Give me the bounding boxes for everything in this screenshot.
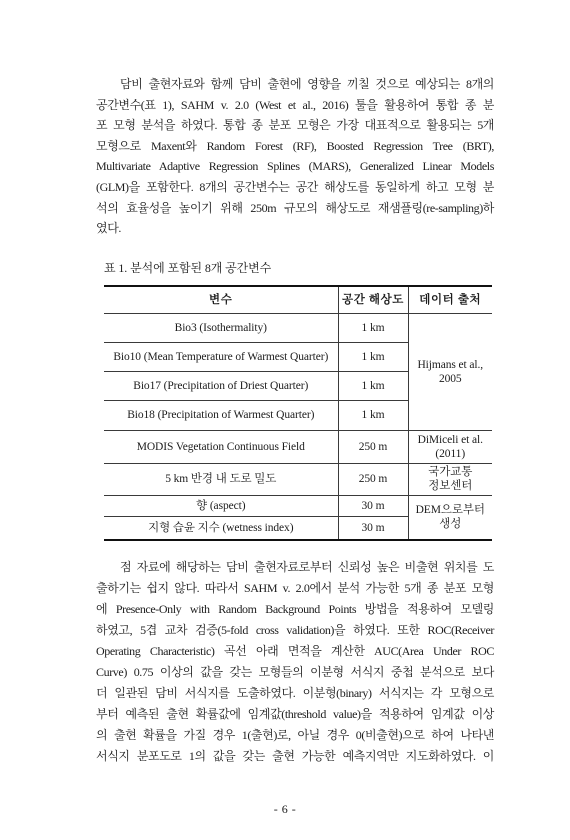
body-paragraph-2 (96, 557, 494, 767)
table-header-row (104, 286, 492, 313)
table-row (104, 495, 492, 516)
source-line: 2005 (438, 372, 462, 385)
paragraph-line: 하였고, 5겹 교차 검증(5-fold cross validation)을 하였다. 또한 ROC(Receiver (96, 623, 494, 637)
paragraph-line: Curve) 0.75 이상의 값을 갖는 모형들의 이분형 서식지 중첩 분석으로 보다 (96, 665, 494, 679)
source-cell (408, 430, 492, 463)
variable-cell: Bio17 (Precipitation of Driest Quarter) (104, 371, 338, 400)
header-variable: 변수 (104, 286, 338, 313)
resolution-cell: 30 m (338, 516, 408, 540)
source-line: DiMiceli et al. (417, 433, 483, 446)
resolution-cell: 30 m (338, 495, 408, 516)
paragraph-line: 담비 출현자료와 함께 담비 출현에 영향을 끼칠 것으로 예상되는 8개의 (120, 77, 494, 91)
paragraph-line: 포 모형 분석을 하였다. 통합 종 분포 모형은 가장 대표적으로 활용되는 5개 (96, 118, 494, 133)
source-cell (408, 495, 492, 540)
variable-cell: 5 km 반경 내 도로 밀도 (104, 463, 338, 495)
paragraph-line: 석의 효율성을 높이기 위해 250m 규모의 해상도로 재샘플링(re-sampling)하 (96, 200, 494, 215)
source-cell (408, 463, 492, 495)
spatial-variables-table (104, 285, 492, 541)
paragraph-line: 출하기는 쉽지 않다. 따라서 SAHM v. 2.0에서 분석 가능한 5개 종 분포 모형 (96, 581, 494, 595)
table-caption: 표 1. 분석에 포함된 8개 공간변수 (104, 261, 272, 275)
paragraph-line: 점 자료에 해당하는 담비 출현자료로부터 신뢰성 높은 비출현 위치를 도 (120, 560, 494, 574)
table-row (104, 313, 492, 342)
paragraph-line: 부터 예측된 출현 확률값에 임계값(threshold value)을 적용하여 임계값 이상 (96, 707, 494, 721)
source-line: 생성 (439, 518, 462, 531)
body-paragraph-1 (96, 74, 494, 239)
resolution-cell: 1 km (338, 313, 408, 342)
paragraph-line: 서식지 분포도로 1의 값을 갖는 출현 가능한 예측지역만 지도화하였다. 이 (96, 749, 494, 763)
paragraph-line: Multivariate Adaptive Regression Splines (MARS), Generalized Linear Models (96, 159, 494, 174)
variable-cell: Bio3 (Isothermality) (104, 313, 338, 342)
table-row (104, 430, 492, 463)
header-resolution: 공간 해상도 (338, 286, 408, 313)
resolution-cell: 1 km (338, 400, 408, 430)
variable-cell: 향 (aspect) (104, 495, 338, 516)
source-cell (408, 313, 492, 430)
source-line: DEM으로부터 (415, 504, 485, 517)
paragraph-line: 에 Presence-Only with Random Background Points 방법을 적용하여 모델링 (96, 602, 494, 616)
paragraph-line: 였다. (96, 221, 121, 236)
variable-cell: Bio18 (Precipitation of Warmest Quarter) (104, 400, 338, 430)
source-line: 정보센터 (428, 480, 473, 492)
variable-cell: MODIS Vegetation Continuous Field (104, 430, 338, 463)
paragraph-line: 공간변수(표 1), SAHM v. 2.0 (West et al., 2016) 툴을 활용하여 통합 종 분 (96, 97, 494, 112)
source-line: Hijmans et al., (417, 358, 484, 371)
variable-cell: Bio10 (Mean Temperature of Warmest Quarter) (104, 342, 338, 371)
source-line: 국가교통 (428, 466, 473, 478)
paragraph-line: 의 출현 확률을 가질 경우 1(출현)로, 아닐 경우 0(비출현)으로 하여 나타낸 (96, 728, 494, 742)
resolution-cell: 1 km (338, 342, 408, 371)
resolution-cell: 1 km (338, 371, 408, 400)
paragraph-line: 더 일관된 담비 서식지를 도출하였다. 이분형(binary) 서식지는 각 모형으로 (96, 686, 494, 700)
resolution-cell: 250 m (338, 430, 408, 463)
header-source: 데이터 출처 (408, 286, 492, 313)
paragraph-line: (GLM)을 포함한다. 8개의 공간변수는 공간 해상도를 동일하게 하고 모형 분 (96, 179, 494, 194)
variable-cell: 지형 습윤 지수 (wetness index) (104, 516, 338, 540)
resolution-cell: 250 m (338, 463, 408, 495)
paragraph-line: 모형으로 Maxent와 Random Forest (RF), Boosted Regression Tree (BRT), (96, 138, 494, 153)
paragraph-line: Operating Characteristic) 곡선 아래 면적을 계산한 AUC(Area Under ROC (96, 644, 494, 658)
table-row (104, 463, 492, 495)
page-number: - 6 - (273, 802, 297, 816)
source-line: (2011) (435, 447, 466, 460)
